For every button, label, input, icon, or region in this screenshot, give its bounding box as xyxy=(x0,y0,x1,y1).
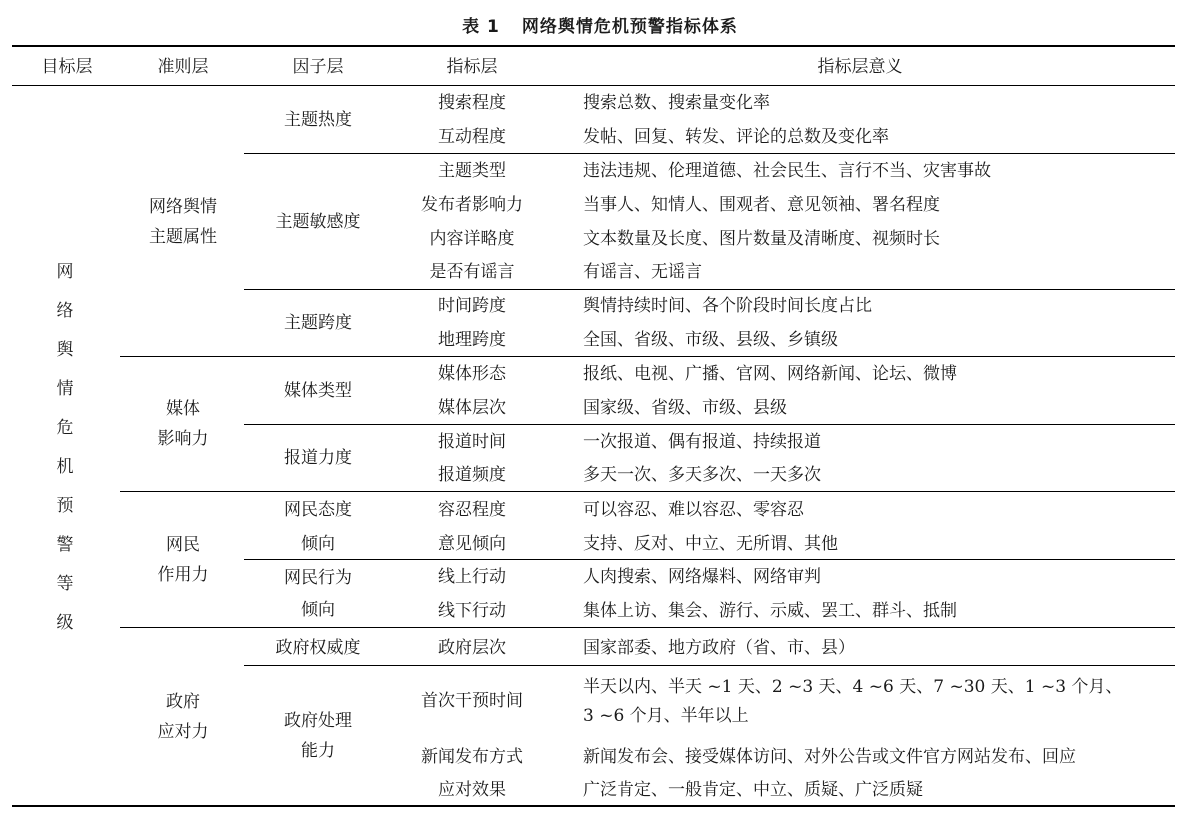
factor-government-authority: 政府权威度 xyxy=(275,638,361,658)
indicator-name: 线下行动 xyxy=(438,601,506,621)
target-char: 舆 xyxy=(56,340,74,360)
indicator-meaning: 有谣言、无谣言 xyxy=(583,262,702,282)
target-char: 危 xyxy=(56,418,74,438)
indicator-name: 线上行动 xyxy=(438,567,506,587)
indicator-name: 应对效果 xyxy=(438,780,506,800)
criteria-media-influence: 媒体 影响力 xyxy=(157,399,209,449)
indicator-name: 地理跨度 xyxy=(438,330,506,350)
table-number: 表 1 xyxy=(462,17,500,37)
target-char: 等 xyxy=(56,574,74,594)
indicator-meaning: 全国、省级、市级、县级、乡镇级 xyxy=(583,330,838,350)
top-rule xyxy=(12,45,1175,47)
factor-topic-sensitivity: 主题敏感度 xyxy=(275,212,361,232)
factor-government-handling: 政府处理 能力 xyxy=(284,711,352,761)
factor-separator xyxy=(244,424,1175,425)
indicator-name: 媒体层次 xyxy=(438,398,506,418)
target-char: 络 xyxy=(56,301,74,321)
indicator-name: 搜索程度 xyxy=(438,93,506,113)
indicator-name: 新闻发布方式 xyxy=(421,747,523,767)
indicator-name: 政府层次 xyxy=(438,638,506,658)
factor-separator xyxy=(244,559,1175,560)
criteria-netizen-force: 网民 作用力 xyxy=(157,535,209,585)
header-factor: 因子层 xyxy=(292,57,344,77)
table-caption xyxy=(0,12,1200,37)
target-char: 级 xyxy=(56,613,74,633)
indicator-meaning: 文本数量及长度、图片数量及清晰度、视频时长 xyxy=(583,229,940,249)
indicator-meaning: 国家部委、地方政府（省、市、县） xyxy=(583,638,855,658)
factor-media-type: 媒体类型 xyxy=(284,381,352,401)
indicator-meaning: 国家级、省级、市级、县级 xyxy=(583,398,787,418)
indicator-name: 发布者影响力 xyxy=(421,195,523,215)
header-meaning: 指标层意义 xyxy=(817,57,903,77)
target-layer-cell xyxy=(45,261,85,651)
indicator-name: 意见倾向 xyxy=(438,534,506,554)
header-rule xyxy=(12,85,1175,86)
indicator-meaning: 违法违规、伦理道德、社会民生、言行不当、灾害事故 xyxy=(583,161,991,181)
indicator-meaning: 集体上访、集会、游行、示威、罢工、群斗、抵制 xyxy=(583,601,957,621)
target-char: 网 xyxy=(56,262,74,282)
indicator-meaning: 支持、反对、中立、无所谓、其他 xyxy=(583,534,838,554)
indicator-meaning: 搜索总数、搜索量变化率 xyxy=(583,93,770,113)
indicator-name: 是否有谣言 xyxy=(429,262,515,282)
criteria-topic-attribute: 网络舆情 主题属性 xyxy=(149,197,217,247)
indicator-meaning: 发帖、回复、转发、评论的总数及变化率 xyxy=(583,127,889,147)
indicator-meaning: 人肉搜索、网络爆料、网络审判 xyxy=(583,567,821,587)
criteria-separator xyxy=(120,356,1175,357)
indicator-name: 报道频度 xyxy=(438,465,506,485)
table-title: 网络舆情危机预警指标体系 xyxy=(521,17,738,37)
indicator-meaning: 3 ~6 个月、半年以上 xyxy=(583,706,749,726)
target-char: 情 xyxy=(56,379,74,399)
factor-topic-heat: 主题热度 xyxy=(284,110,352,130)
header-indicator: 指标层 xyxy=(446,57,498,77)
indicator-meaning: 广泛肯定、一般肯定、中立、质疑、广泛质疑 xyxy=(583,780,923,800)
indicator-name: 时间跨度 xyxy=(438,296,506,316)
indicator-meaning: 多天一次、多天多次、一天多次 xyxy=(583,465,821,485)
indicator-name: 媒体形态 xyxy=(438,364,506,384)
header-target: 目标层 xyxy=(41,57,93,77)
indicator-meaning: 新闻发布会、接受媒体访问、对外公告或文件官方网站发布、回应 xyxy=(583,747,1076,767)
header-criteria: 准则层 xyxy=(157,57,209,77)
indicator-meaning: 半天以内、半天 ~1 天、2 ~3 天、4 ~6 天、7 ~30 天、1 ~3 个月、 xyxy=(583,677,1123,697)
factor-netizen-attitude: 网民态度 倾向 xyxy=(284,500,352,554)
criteria-separator xyxy=(120,491,1175,492)
indicator-name: 报道时间 xyxy=(438,432,506,452)
indicator-meaning: 一次报道、偶有报道、持续报道 xyxy=(583,432,821,452)
criteria-government-response: 政府 应对力 xyxy=(157,692,209,742)
factor-separator xyxy=(244,289,1175,290)
factor-separator xyxy=(244,153,1175,154)
factor-topic-span: 主题跨度 xyxy=(284,313,352,333)
factor-netizen-behavior: 网民行为 倾向 xyxy=(284,568,352,620)
indicator-meaning: 可以容忍、难以容忍、零容忍 xyxy=(583,500,804,520)
target-char: 预 xyxy=(56,496,74,516)
indicator-name: 内容详略度 xyxy=(429,229,515,249)
factor-report-intensity: 报道力度 xyxy=(284,448,352,468)
indicator-name: 主题类型 xyxy=(438,161,506,181)
target-char: 机 xyxy=(56,457,74,477)
indicator-meaning: 当事人、知情人、围观者、意见领袖、署名程度 xyxy=(583,195,940,215)
indicator-name: 容忍程度 xyxy=(438,500,506,520)
indicator-meaning: 舆情持续时间、各个阶段时间长度占比 xyxy=(583,296,872,316)
target-char: 警 xyxy=(56,535,74,555)
indicator-name: 互动程度 xyxy=(438,127,506,147)
indicator-name: 首次干预时间 xyxy=(421,691,523,711)
criteria-separator xyxy=(120,627,1175,628)
bottom-rule xyxy=(12,805,1175,807)
indicator-meaning: 报纸、电视、广播、官网、网络新闻、论坛、微博 xyxy=(583,364,957,384)
factor-separator xyxy=(244,665,1175,666)
